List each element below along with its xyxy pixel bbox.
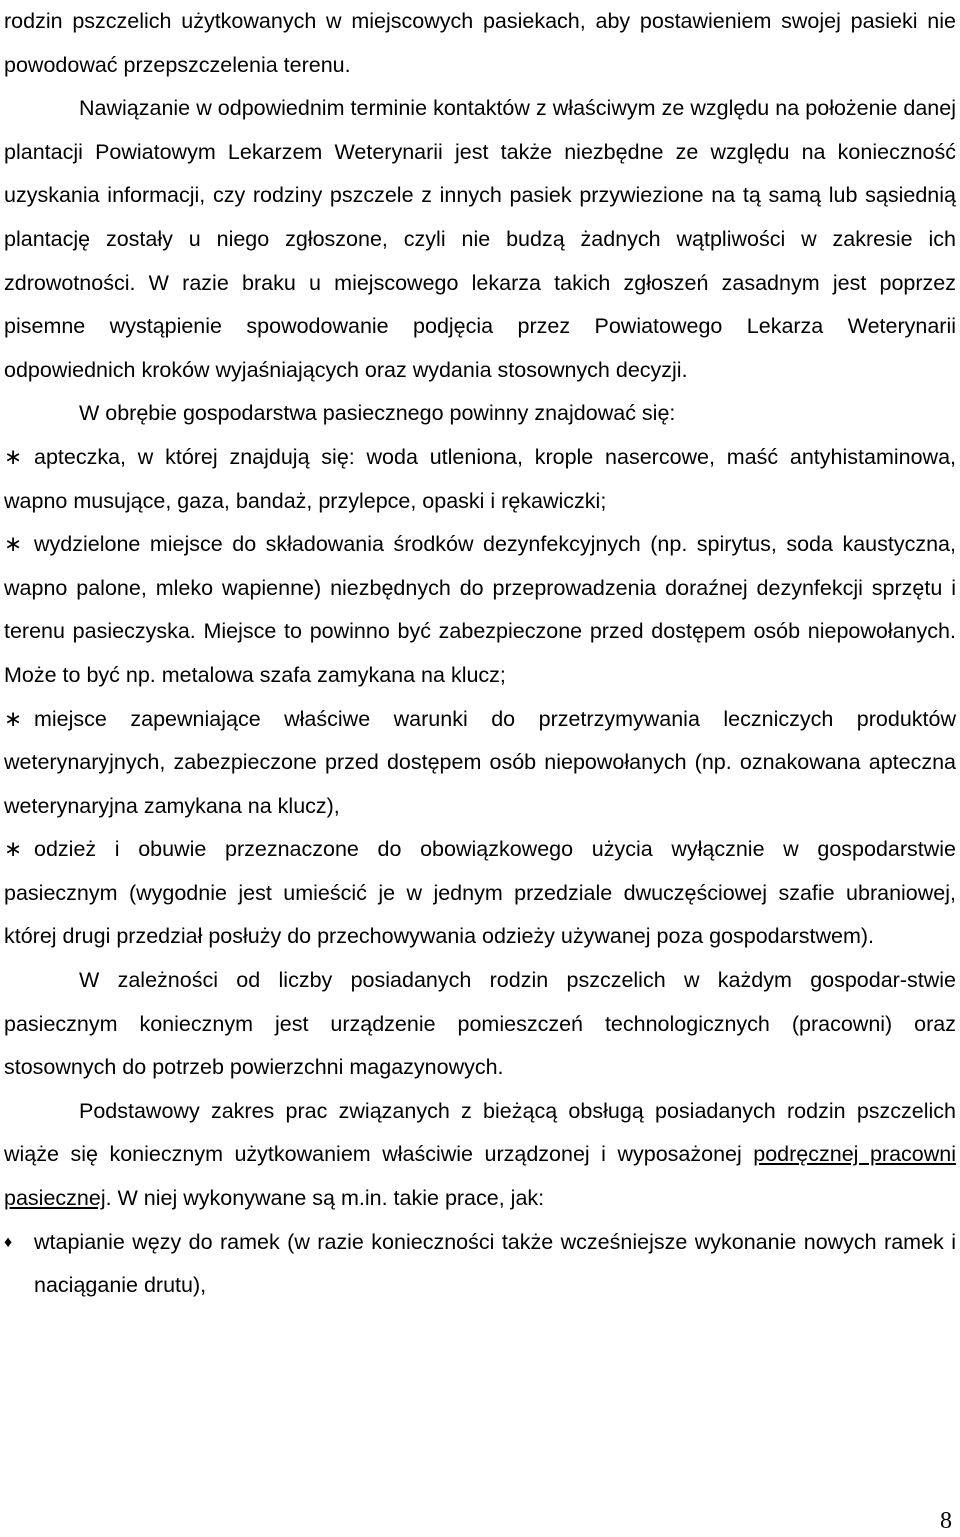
list-item xyxy=(4,828,956,959)
list-item-text: odzież i obuwie przeznaczone do obowiązkowego użycia wyłącznie w gospodarstwie pasiecznym (wygodnie jest umieścić je w jednym przedziale dwuczęściowej szafie ubraniowej, której drugi przedział posłuży do przechowywania odzieży używanej poza gospodarstwem). xyxy=(4,837,956,949)
list-item-text: apteczka, w której znajdują się: woda utleniona, krople nasercowe, maść antyhistaminowa, wapno musujące, gaza, bandaż, przylepce, opaski i rękawiczki; xyxy=(4,444,956,513)
body-text xyxy=(4,0,956,1308)
paragraph-workshop-tasks xyxy=(4,1090,956,1221)
asterisk-bullet-icon: ∗ xyxy=(4,444,23,469)
asterisk-bullet-icon: ∗ xyxy=(4,532,23,557)
underlined-phrase: podręcznej pracowni pasiecznej xyxy=(4,1142,956,1211)
list-item-text: wtapianie węzy do ramek (w razie konieczności także wcześniejsze wykonanie nowych ramek i naciąganie drutu), xyxy=(34,1229,956,1298)
diamond-bullet-icon: ♦ xyxy=(4,1233,13,1251)
paragraph-technological-rooms: W zależności od liczby posiadanych rodzin pszczelich w każdym gospodar-stwie pasiecznym koniecznym jest urządzenie pomieszczeń technologicznych (pracowni) oraz stosownych do potrzeb powierzchni magazynowych. xyxy=(4,968,956,1080)
list-item xyxy=(4,698,956,829)
list-item-text: miejsce zapewniające właściwe warunki do przetrzymywania leczniczych produktów weterynaryjnych, zabezpieczone przed dostępem osób niepowołanych (np. oznakowana apteczna weterynaryjna zamykana na klucz), xyxy=(4,706,956,818)
list-item-text: wydzielone miejsce do składowania środków dezynfekcyjnych (np. spirytus, soda kaustyczna, wapno palone, mleko wapienne) niezbędnych do przeprowadzenia doraźnej dezynfekcji sprzętu i terenu pasieczyska. Miejsce to powinno być zabezpieczone przed dostępem osób niepowołanych. Może to być np. metalowa szafa zamykana na klucz; xyxy=(4,532,956,687)
asterisk-bullet-icon: ∗ xyxy=(4,706,23,731)
list-item xyxy=(4,436,956,523)
paragraph-farm-equipment-intro: W obrębie gospodarstwa pasiecznego powinny znajdować się: xyxy=(79,401,676,426)
asterisk-bullet-icon: ∗ xyxy=(4,837,23,862)
paragraph-text: . W niej wykonywane są m.in. takie prace, jak: xyxy=(105,1186,545,1211)
paragraph-text: Podstawowy zakres prac związanych z bieżącą obsługą posiadanych rodzin pszczelich wiąże się koniecznym użytkowaniem właściwie urządzonej i wyposażonej xyxy=(4,1098,956,1167)
continuation-paragraph: rodzin pszczelich użytkowanych w miejscowych pasiekach, aby postawieniem swojej pasieki nie powodować przepszczelenia terenu. xyxy=(4,9,956,77)
list-item xyxy=(4,523,956,697)
list-item xyxy=(4,1221,956,1308)
paragraph-veterinarian-contact: Nawiązanie w odpowiednim terminie kontaktów z właściwym ze względu na położenie danej plantacji Powiatowym Lekarzem Weterynarii jest także niezbędne ze względu na konieczność uzyskania informacji, czy rodziny pszczele z innych pasiek przywiezione na tą samą lub sąsiednią plantację zostały u niego zgłoszone, czyli nie budzą żadnych wątpliwości w zakresie ich zdrowotności. W razie braku u miejscowego lekarza takich zgłoszeń zasadnym jest poprzez pisemne wystąpienie spowodowanie podjęcia przez Powiatowego Lekarza Weterynarii odpowiednich kroków wyjaśniających oraz wydania stosownych decyzji. xyxy=(4,96,956,382)
page-number: 8 xyxy=(940,1508,952,1534)
